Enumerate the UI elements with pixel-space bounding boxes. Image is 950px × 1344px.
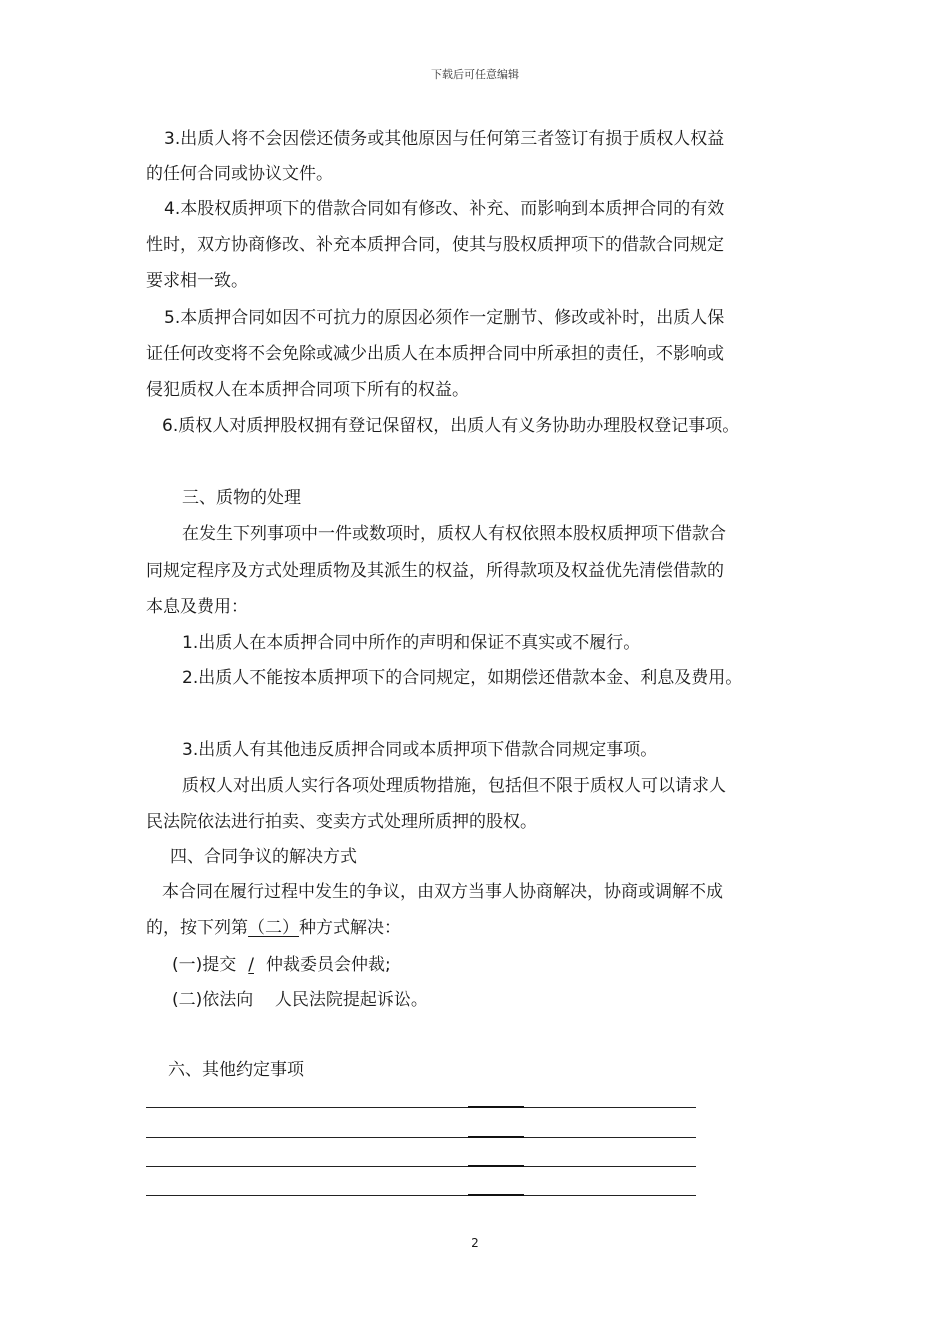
arbitration-commission-blank: /	[248, 955, 254, 975]
section-4-heading: 四、合同争议的解决方式	[170, 847, 357, 867]
section-3-intro-line-1: 在发生下列事项中一件或数项时，质权人有权依照本股权质押项下借款合	[182, 524, 726, 544]
option-1-prefix: (一)提交	[172, 955, 237, 975]
option-1-arbitration	[172, 955, 391, 975]
clause-4-line-1: 4.本股权质押项下的借款合同如有修改、补充、而影响到本质押合同的有效	[164, 199, 725, 219]
option-2-litigation: (二)依法向 人民法院提起诉讼。	[172, 990, 428, 1010]
section-3-measures-line-2: 民法院依法进行拍卖、变卖方式处理所质押的股权。	[146, 812, 537, 832]
section-4-para-line-2-end: 种方式解决：	[299, 918, 401, 938]
page-header: 下载后可任意编辑	[431, 68, 519, 81]
section-3-intro-line-3: 本息及费用：	[146, 597, 248, 617]
section-3-item-1: 1.出质人在本质押合同中所作的声明和保证不真实或不履行。	[182, 633, 641, 653]
dispute-method-choice: （二）	[248, 918, 299, 938]
section-4-para-line-2	[146, 918, 401, 938]
clause-5-line-2: 证任何改变将不会免除或减少出质人在本质押合同中所承担的责任，不影响或	[146, 344, 724, 364]
section-3-heading: 三、质物的处理	[182, 488, 301, 508]
clause-5-line-1: 5.本质押合同如因不可抗力的原因必须作一定删节、修改或补时，出质人保	[164, 308, 725, 328]
section-6-heading: 六、其他约定事项	[168, 1060, 304, 1080]
blank-line-4	[146, 1195, 696, 1196]
clause-4-line-2: 性时，双方协商修改、补充本质押合同，使其与股权质押项下的借款合同规定	[146, 235, 724, 255]
section-3-intro-line-2: 同规定程序及方式处理质物及其派生的权益，所得款项及权益优先清偿借款的	[146, 561, 724, 581]
section-4-para-line-2-start: 的，按下列第	[146, 918, 248, 938]
section-3-item-2: 2.出质人不能按本质押项下的合同规定，如期偿还借款本金、利息及费用。	[182, 668, 743, 688]
clause-4-line-3: 要求相一致。	[146, 271, 248, 291]
clause-6-line-1: 6.质权人对质押股权拥有登记保留权，出质人有义务协助办理股权登记事项。	[162, 416, 740, 436]
blank-line-3	[146, 1166, 696, 1167]
blank-line-2	[146, 1137, 696, 1138]
clause-3-line-2: 的任何合同或协议文件。	[146, 164, 333, 184]
section-4-para-line-1: 本合同在履行过程中发生的争议，由双方当事人协商解决，协商或调解不成	[162, 882, 723, 902]
option-1-suffix: 仲裁委员会仲裁;	[266, 955, 391, 975]
section-3-measures-line-1: 质权人对出质人实行各项处理质物措施，包括但不限于质权人可以请求人	[182, 776, 726, 796]
clause-5-line-3: 侵犯质权人在本质押合同项下所有的权益。	[146, 380, 469, 400]
section-3-item-3: 3.出质人有其他违反质押合同或本质押项下借款合同规定事项。	[182, 740, 658, 760]
blank-line-1	[146, 1107, 696, 1108]
clause-3-line-1: 3.出质人将不会因偿还债务或其他原因与任何第三者签订有损于质权人权益	[164, 129, 725, 149]
page-number: 2	[471, 1236, 479, 1250]
